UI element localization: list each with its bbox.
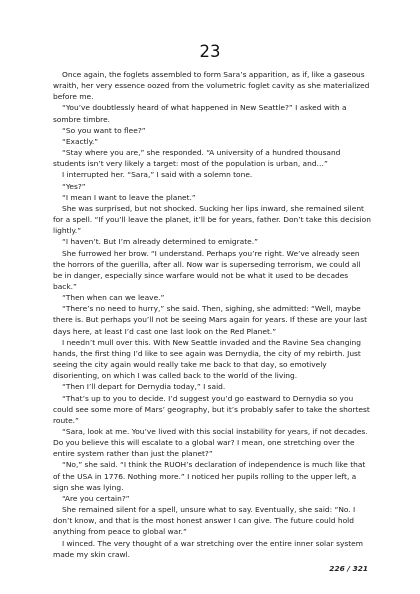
paragraph: “Sara, look at me. You’ve lived with this social instability for years, if not decades. Do you believe this will escalate to a global war? I mean, one stretching over the entire system rather than just the planet?” — [53, 427, 368, 459]
page-number: 226 / 321 — [329, 564, 368, 573]
paragraph: I needn’t mull over this. With New Seattle invaded and the Ravine Sea changing hands, the first thing I’d like to see again was Dernydia, the city of my rebirth. Just seeing the city again would really take me back to that day, so emotively disorienting, on which I was called back to the world of the living. — [53, 337, 361, 381]
paragraph: She was surprised, but not shocked. Sucking her lips inward, she remained silent for a spell. “If you’ll leave the planet, it’ll be for years, father. Don’t take this decision lightly.” — [53, 203, 371, 236]
paragraph: “No,” she said. “I think the RUOH’s declaration of independence is much like that of the USA in 1776. Nothing more.” I noticed her pupils rolling to the upper left, a sign she was lying. — [53, 460, 366, 492]
paragraph: I winced. The very thought of a war stretching over the entire inner solar system made my skin crawl. — [53, 538, 363, 559]
chapter-heading: 23 — [199, 42, 221, 61]
paragraph: “So you want to flee?” — [62, 125, 146, 135]
paragraph: Once again, the foglets assembled to form Sara’s apparition, as if, like a gaseous wraith, her very essence oozed from the volumetric foglet cavity as she materialized before me. — [53, 70, 370, 102]
paragraph: “Then I’ll depart for Dernydia today,” I said. — [62, 382, 226, 392]
paragraph: “Yes?” — [62, 181, 86, 191]
paragraph: She furrowed her brow. “I understand. Perhaps you’re right. We’ve already seen the horrors of the guerilla, after all. Now war is superseding terrorism, we could all be in danger, especially since warfare would not be what it used to be decades back.” — [53, 248, 361, 291]
paragraph: She remained silent for a spell, unsure what to say. Eventually, she said: “No. I don’t know, and that is the most honest answer I can give. The future could hold anything from peace to global war.” — [53, 505, 356, 537]
paragraph: “That’s up to you to decide. I’d suggest you’d go eastward to Dernydia so you could see some more of Mars’ geography, but it’s probably safer to take the shortest route.” — [53, 393, 370, 425]
paragraph: “Stay where you are,” she responded. “A university of a hundred thousand students isn’t very likely a target: most of the population is urban, and…” — [53, 148, 341, 169]
paragraph: “Are you certain?” — [62, 493, 130, 503]
paragraph: “I haven’t. But I’m already determined to emigrate.” — [62, 237, 258, 247]
paragraph: “Exactly.” — [62, 136, 99, 146]
paragraph: I interrupted her. “Sara,” I said with a solemn tone. — [62, 170, 253, 180]
paragraph: “You’ve doubtlessly heard of what happened in New Seattle?” I asked with a sombre timbre. — [53, 103, 347, 124]
paragraph: “There’s no need to hurry,” she said. Then, sighing, she admitted: “Well, maybe there is. But perhaps you’ll not be seeing Mars again for years. If these are your last days here, at least I’d cast one last look on the Red Planet.” — [53, 304, 368, 336]
paragraph: “Then when can we leave.” — [62, 293, 165, 303]
body-text — [53, 69, 371, 560]
paragraph: “I mean I want to leave the planet.” — [62, 192, 196, 202]
